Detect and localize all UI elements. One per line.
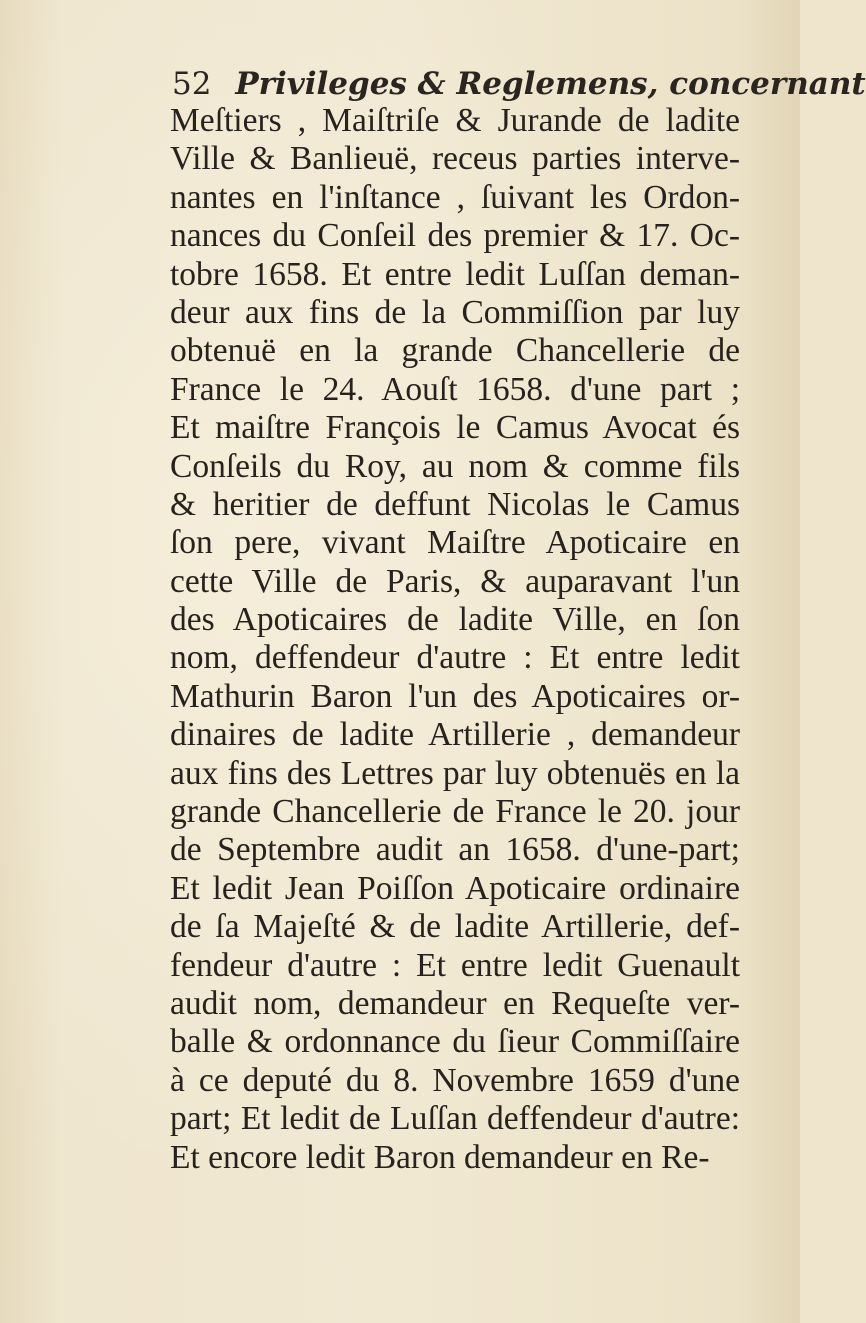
text-line: fendeur d'autre : Et entre ledit Guenault — [170, 946, 740, 984]
text-line: à ce deputé du 8. Novembre 1659 d'une — [170, 1061, 740, 1099]
text-line: Mathurin Baron l'un des Apoticaires or- — [170, 677, 740, 715]
text-line: Conſeils du Roy, au nom & comme fils — [170, 447, 740, 485]
body-text — [170, 102, 740, 1177]
text-line: des Apoticaires de ladite Ville, en ſon — [170, 601, 740, 639]
text-line: obtenuë en la grande Chancellerie de — [170, 332, 740, 370]
text-line: grande Chancellerie de France le 20. jour — [170, 793, 740, 831]
text-line: balle & ordonnance du ſieur Commiſſaire — [170, 1023, 740, 1061]
text-line: deur aux fins de la Commiſſion par luy — [170, 293, 740, 331]
running-header — [172, 66, 866, 106]
text-line: Et maiſtre François le Camus Avocat és — [170, 409, 740, 447]
text-line: nances du Conſeil des premier & 17. Oc- — [170, 217, 740, 255]
text-line: tobre 1658. Et entre ledit Luſſan deman- — [170, 255, 740, 293]
text-line: part; Et ledit de Luſſan deffendeur d'autre: — [170, 1100, 740, 1138]
text-line: nom, deffendeur d'autre : Et entre ledit — [170, 639, 740, 677]
text-line: dinaires de ladite Artillerie , demandeur — [170, 716, 740, 754]
text-line: Ville & Banlieuë, receus parties interve- — [170, 140, 740, 178]
page-number: 52 — [172, 66, 212, 102]
text-line: Et ledit Jean Poiſſon Apoticaire ordinaire — [170, 869, 740, 907]
text-line: Et encore ledit Baron demandeur en Re- — [170, 1138, 710, 1176]
text-line: Meſtiers , Maiſtriſe & Jurande de ladite — [170, 102, 740, 139]
text-line: de ſa Majeſté & de ladite Artillerie, def- — [170, 908, 740, 946]
text-line: France le 24. Aouſt 1658. d'une part ; — [170, 370, 740, 408]
text-line: aux fins des Lettres par luy obtenuës en la — [170, 754, 740, 792]
text-line: cette Ville de Paris, & auparavant l'un — [170, 562, 740, 600]
text-line: & heritier de deffunt Nicolas le Camus — [170, 485, 740, 523]
text-line: nantes en l'inſtance , ſuivant les Ordon- — [170, 178, 740, 216]
text-line: de Septembre audit an 1658. d'une-part; — [170, 831, 740, 869]
running-title: Privileges & Reglemens, concernant — [235, 66, 866, 102]
text-line: audit nom, demandeur en Requeſte ver- — [170, 984, 740, 1022]
text-line: ſon pere, vivant Maiſtre Apoticaire en — [170, 524, 740, 562]
